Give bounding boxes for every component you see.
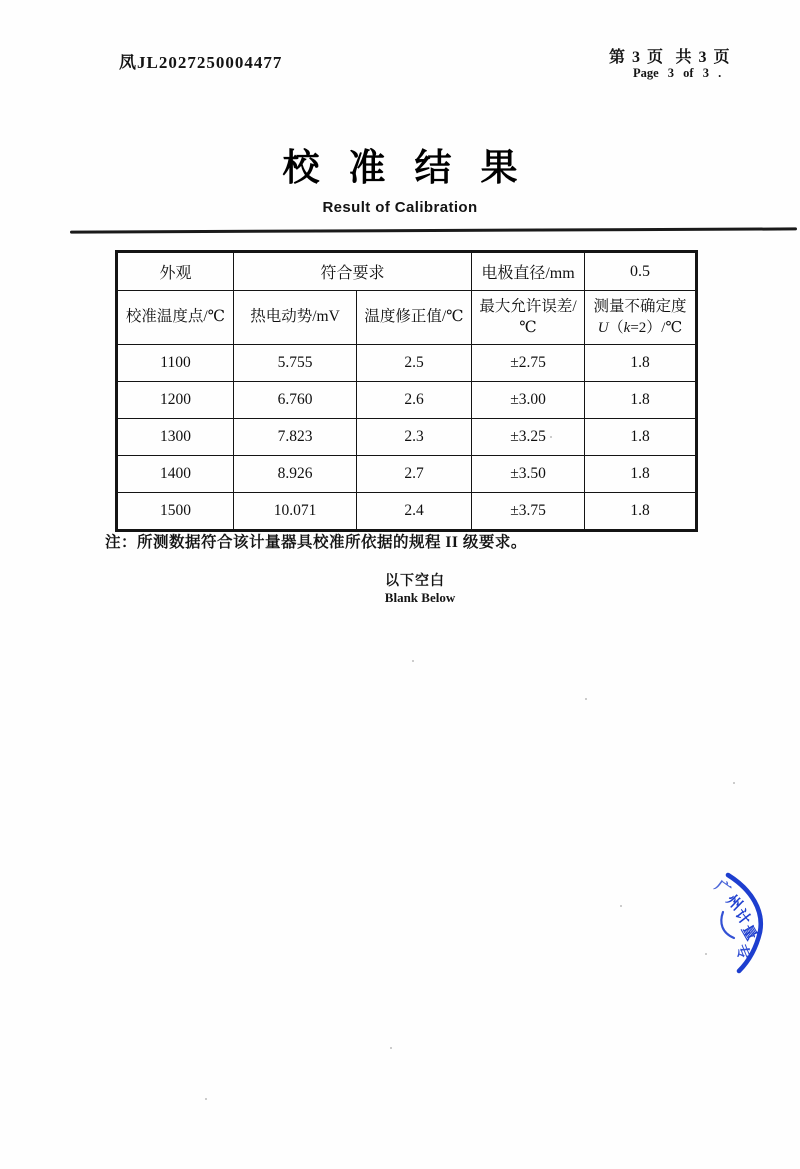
cell-correction: 2.3 <box>357 419 472 456</box>
cell-max-error: ±3.50 <box>472 456 585 493</box>
cell-temp: 1100 <box>117 345 234 382</box>
cell-emf: 5.755 <box>234 345 357 382</box>
header-emf: 热电动势/mV <box>234 291 357 345</box>
seal-char: 专 <box>731 941 754 963</box>
scan-speck <box>733 782 735 784</box>
cell-max-error: ±2.75 <box>472 345 585 382</box>
scan-speck <box>620 905 622 907</box>
cell-uncertainty: 1.8 <box>585 382 697 419</box>
appearance-value: 符合要求 <box>234 252 472 291</box>
cell-uncertainty: 1.8 <box>585 419 697 456</box>
page-title: 校准结果 <box>282 148 547 189</box>
cell-emf: 6.760 <box>234 382 357 419</box>
table-row <box>117 345 697 382</box>
seal-char: 州 <box>722 890 747 915</box>
seal-char: 计 <box>731 905 755 929</box>
header-uncertainty: 测量不确定度 U（k=2）/℃ <box>585 291 697 345</box>
blank-below-cn: 以下空白 <box>385 574 445 589</box>
table-row <box>117 456 697 493</box>
page-number-cn: 第 3 页 共 3 页 <box>609 49 732 66</box>
cell-uncertainty: 1.8 <box>585 345 697 382</box>
cell-temp: 1200 <box>117 382 234 419</box>
scan-speck <box>412 660 414 662</box>
partial-blue-seal-stamp <box>695 850 800 990</box>
cell-emf: 10.071 <box>234 493 357 531</box>
electrode-diameter-label: 电极直径/mm <box>472 252 585 291</box>
blank-below-en: Blank Below <box>384 590 456 605</box>
certificate-number: 凤JL2027250004477 <box>119 53 283 72</box>
cell-emf: 7.823 <box>234 419 357 456</box>
cell-temp: 1400 <box>117 456 234 493</box>
seal-char: 广 <box>711 876 735 900</box>
column-header-row <box>117 291 697 345</box>
header-temperature-point: 校准温度点/℃ <box>117 291 234 345</box>
scan-speck <box>585 698 587 700</box>
page-number-en: Page 3 of 3 . <box>633 66 722 80</box>
cell-correction: 2.7 <box>357 456 472 493</box>
table-row <box>117 493 697 531</box>
scan-speck <box>550 436 552 438</box>
cell-temp: 1300 <box>117 419 234 456</box>
cell-uncertainty: 1.8 <box>585 493 697 531</box>
cell-correction: 2.4 <box>357 493 472 531</box>
header-temp-correction: 温度修正值/℃ <box>357 291 472 345</box>
cell-correction: 2.6 <box>357 382 472 419</box>
note-text: 注：所测数据符合该计量器具校准所依据的规程 II 级要求。 <box>105 534 527 551</box>
scan-speck <box>205 1098 207 1100</box>
appearance-row <box>117 252 697 291</box>
cell-temp: 1500 <box>117 493 234 531</box>
table-row <box>117 419 697 456</box>
page-subtitle: Result of Calibration <box>322 199 478 216</box>
cell-max-error: ±3.25 <box>472 419 585 456</box>
calibration-result-table <box>115 250 698 532</box>
table-row <box>117 382 697 419</box>
cell-uncertainty: 1.8 <box>585 456 697 493</box>
header-max-error: 最大允许误差/℃ <box>472 291 585 345</box>
appearance-label: 外观 <box>117 252 234 291</box>
cell-emf: 8.926 <box>234 456 357 493</box>
scan-speck <box>390 1047 392 1049</box>
cell-max-error: ±3.00 <box>472 382 585 419</box>
title-divider-line <box>70 227 797 233</box>
cell-correction: 2.5 <box>357 345 472 382</box>
seal-char: 量 <box>737 921 761 944</box>
scan-speck <box>705 953 707 955</box>
electrode-diameter-value: 0.5 <box>585 252 697 291</box>
cell-max-error: ±3.75 <box>472 493 585 531</box>
